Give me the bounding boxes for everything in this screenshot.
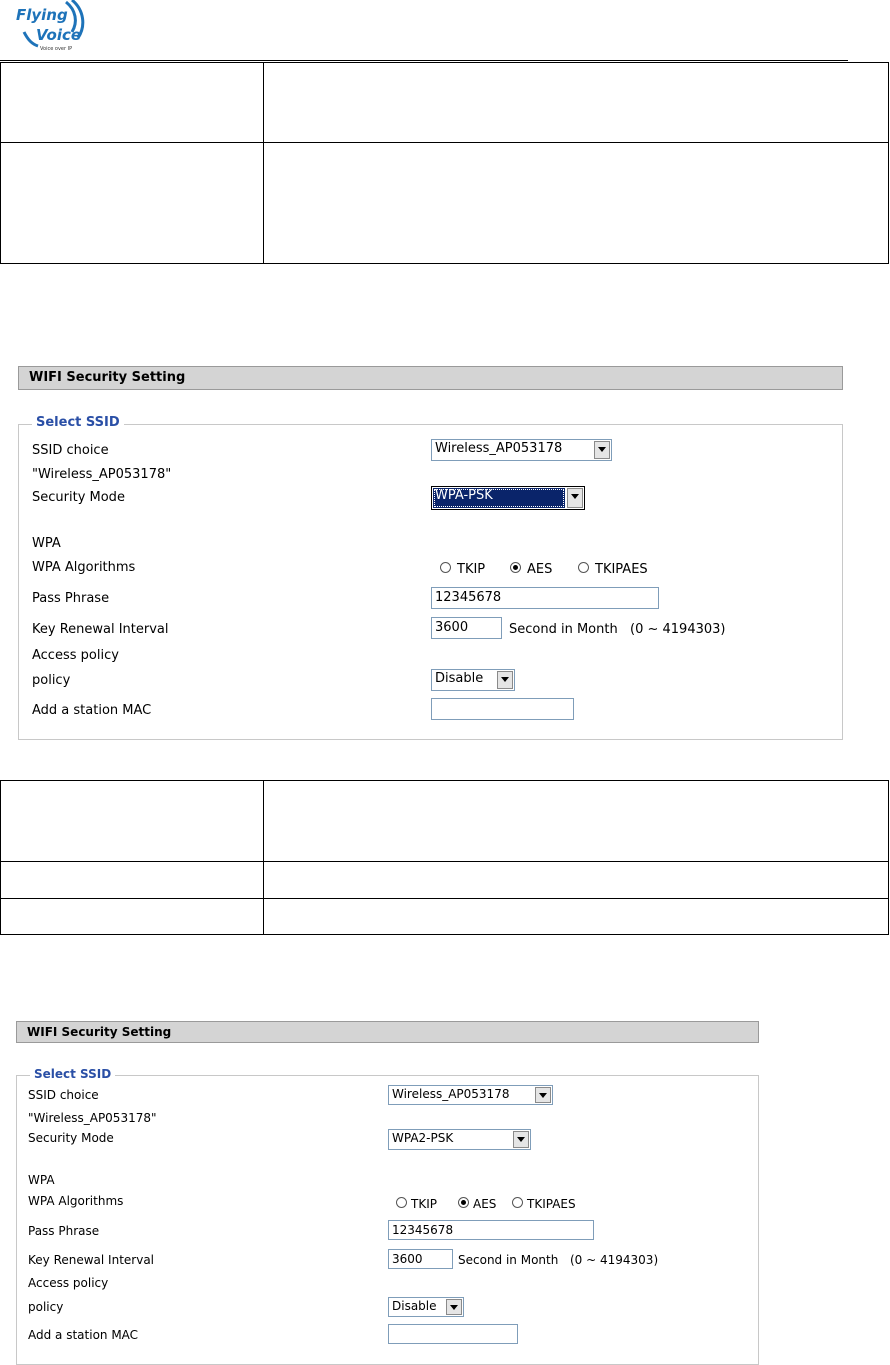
key-renewal-unit: Second in Month: [458, 1253, 559, 1267]
add-mac-label: Add a station MAC: [32, 703, 152, 718]
pass-phrase-input[interactable]: 12345678: [388, 1220, 594, 1240]
table-cell: [264, 143, 889, 264]
svg-text:Flying: Flying: [16, 6, 68, 24]
radio-tkipaes[interactable]: [512, 1197, 523, 1208]
ssid-name-text: "Wireless_AP053178": [32, 467, 172, 482]
radio-tkipaes-label: TKIPAES: [595, 562, 648, 577]
security-mode-select[interactable]: [388, 1129, 531, 1150]
radio-aes[interactable]: [510, 562, 521, 573]
chevron-down-icon[interactable]: [535, 1087, 551, 1103]
doc-table-1: [0, 62, 889, 264]
key-renewal-range: (0 ~ 4194303): [570, 1253, 659, 1267]
table-cell: [1, 862, 264, 899]
ssid-choice-value: Wireless_AP053178: [392, 1087, 510, 1101]
access-policy-label: Access policy: [32, 648, 119, 663]
radio-tkip-label: TKIP: [457, 562, 486, 577]
add-mac-input[interactable]: [388, 1324, 518, 1344]
security-mode-select[interactable]: [431, 486, 585, 510]
add-mac-label: Add a station MAC: [28, 1328, 139, 1342]
key-renewal-label: Key Renewal Interval: [28, 1253, 155, 1267]
table-cell: [1, 63, 264, 143]
key-renewal-input[interactable]: 3600: [388, 1249, 453, 1269]
wifi-security-panel-1: [18, 366, 843, 740]
policy-value: Disable: [435, 671, 484, 686]
security-mode-value: WPA-PSK: [433, 488, 565, 508]
flying-voice-logo: [14, 0, 94, 56]
wifi-security-panel-2: [16, 1021, 759, 1359]
wpa-label: WPA: [32, 536, 61, 551]
radio-tkipaes-label: TKIPAES: [527, 1197, 576, 1211]
table-cell: [1, 143, 264, 264]
chevron-down-icon[interactable]: [497, 671, 513, 689]
policy-label: policy: [28, 1300, 64, 1314]
policy-select[interactable]: [388, 1297, 464, 1317]
ssid-choice-label: SSID choice: [32, 443, 109, 458]
svg-text:Voice: Voice: [36, 26, 82, 44]
chevron-down-icon[interactable]: [567, 488, 583, 508]
key-renewal-unit: Second in Month: [509, 622, 618, 637]
radio-tkip-label: TKIP: [411, 1197, 437, 1211]
policy-select[interactable]: [431, 669, 515, 691]
wpa-label: WPA: [28, 1173, 55, 1187]
access-policy-label: Access policy: [28, 1276, 109, 1290]
pass-phrase-label: Pass Phrase: [32, 591, 110, 606]
panel-header: WIFI Security Setting: [16, 1021, 759, 1043]
fieldset-legend: Select SSID: [32, 415, 124, 430]
radio-aes-label: AES: [527, 562, 553, 577]
ssid-name-text: "Wireless_AP053178": [28, 1111, 157, 1125]
radio-tkip[interactable]: [396, 1197, 407, 1208]
security-mode-value: WPA2-PSK: [392, 1131, 454, 1145]
policy-value: Disable: [392, 1299, 437, 1313]
ssid-choice-select[interactable]: [431, 439, 612, 461]
table-cell: [264, 781, 889, 862]
security-mode-label: Security Mode: [32, 490, 125, 505]
wpa-algorithms-label: WPA Algorithms: [32, 560, 136, 575]
radio-aes[interactable]: [458, 1197, 469, 1208]
chevron-down-icon[interactable]: [446, 1299, 462, 1315]
header-rule: [0, 60, 848, 61]
key-renewal-input[interactable]: 3600: [431, 617, 502, 639]
radio-aes-label: AES: [473, 1197, 497, 1211]
pass-phrase-label: Pass Phrase: [28, 1224, 100, 1238]
ssid-choice-label: SSID choice: [28, 1088, 99, 1102]
doc-table-2: [0, 780, 889, 935]
key-renewal-range: (0 ~ 4194303): [630, 622, 726, 637]
security-mode-label: Security Mode: [28, 1131, 114, 1145]
pass-phrase-input[interactable]: 12345678: [431, 587, 659, 609]
table-cell: [264, 899, 889, 935]
chevron-down-icon[interactable]: [594, 441, 610, 459]
policy-label: policy: [32, 673, 71, 688]
fieldset-legend: Select SSID: [30, 1067, 115, 1081]
svg-text:Voice over IP: Voice over IP: [40, 46, 73, 52]
wpa-algorithms-label: WPA Algorithms: [28, 1194, 124, 1208]
table-cell: [1, 899, 264, 935]
key-renewal-label: Key Renewal Interval: [32, 622, 169, 637]
table-cell: [1, 781, 264, 862]
radio-tkipaes[interactable]: [578, 562, 589, 573]
table-cell: [264, 63, 889, 143]
chevron-down-icon[interactable]: [513, 1131, 529, 1148]
ssid-choice-select[interactable]: [388, 1085, 553, 1105]
add-mac-input[interactable]: [431, 698, 574, 720]
radio-tkip[interactable]: [440, 562, 451, 573]
table-cell: [264, 862, 889, 899]
panel-header: WIFI Security Setting: [18, 366, 843, 390]
ssid-choice-value: Wireless_AP053178: [435, 441, 563, 456]
